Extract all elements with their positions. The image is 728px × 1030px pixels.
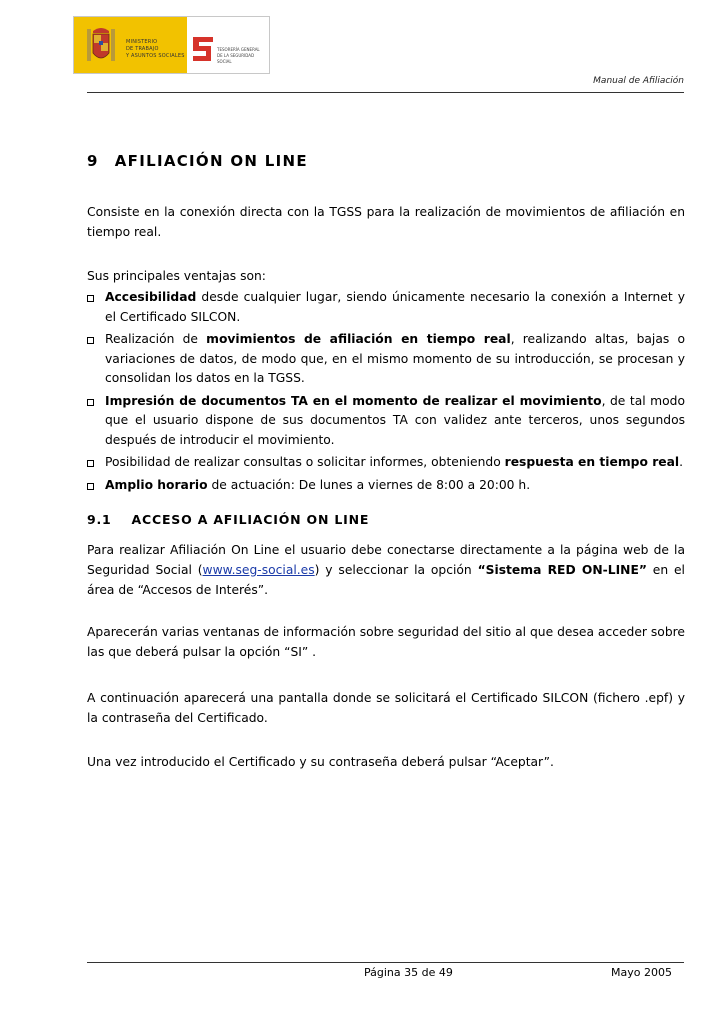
checkbox-bullet-icon	[87, 399, 94, 406]
coat-of-arms-icon	[84, 23, 118, 67]
list-item: Amplio horario de actuación: De lunes a viernes de 8:00 a 20:00 h.	[87, 476, 685, 496]
list-item: Realización de movimientos de afiliación en tiempo real, realizando altas, bajas o variaciones de datos, de modo que, en el mismo momento de su introducción, se procesan y consolidan los datos en la TGSS.	[87, 330, 685, 389]
seg-social-link[interactable]: www.seg-social.es	[202, 563, 315, 577]
checkbox-bullet-icon	[87, 460, 94, 467]
subsection-heading	[87, 512, 369, 527]
tgss-logo	[187, 17, 269, 73]
subsection-title: ACCESO A AFILIACIÓN ON LINE	[131, 512, 370, 527]
ministry-logo	[74, 17, 187, 73]
checkbox-bullet-icon	[87, 295, 94, 302]
document-title: Manual de Afiliación	[593, 76, 684, 86]
list-item: Posibilidad de realizar consultas o solicitar informes, obteniendo respuesta en tiempo real.	[87, 453, 685, 473]
checkbox-bullet-icon	[87, 483, 94, 490]
section-title: AFILIACIÓN ON LINE	[114, 152, 308, 170]
list-item: Impresión de documentos TA en el momento de realizar el movimiento, de tal modo que el usuario dispone de sus documentos TA con validez ante terceros, unos segundos después de introducir el movimiento.	[87, 392, 685, 451]
header-divider	[87, 92, 684, 93]
list-item: Accesibilidad desde cualquier lugar, siendo únicamente necesario la conexión a Internet y el Certificado SILCON.	[87, 288, 685, 327]
footer-date: Mayo 2005	[611, 966, 672, 979]
section-number: 9	[87, 152, 99, 170]
ministry-name: MINISTERIO DE TRABAJO Y ASUNTOS SOCIALES	[126, 39, 185, 59]
advantages-list	[87, 288, 685, 498]
certificate-paragraph: A continuación aparecerá una pantalla donde se solicitará el Certificado SILCON (fichero .epf) y la contraseña del Certificado.	[87, 691, 685, 725]
header-logo	[73, 16, 270, 74]
page-number: Página 35 de 49	[364, 966, 453, 979]
intro-paragraph: Consiste en la conexión directa con la TGSS para la realización de movimientos de afiliación en tiempo real.	[87, 205, 685, 239]
seguridad-social-logo-icon	[191, 35, 215, 61]
footer-divider	[87, 962, 684, 963]
windows-paragraph: Aparecerán varias ventanas de información sobre seguridad del sitio al que desea acceder sobre las que deberá pulsar la opción “SI” .	[87, 625, 685, 659]
tgss-name: TESORERÍA GENERAL DE LA SEGURIDAD SOCIAL	[217, 47, 260, 64]
section-heading	[87, 152, 308, 170]
accept-paragraph: Una vez introducido el Certificado y su contraseña deberá pulsar “Aceptar”.	[87, 755, 554, 769]
checkbox-bullet-icon	[87, 337, 94, 344]
subsection-number: 9.1	[87, 512, 112, 527]
access-paragraph: Para realizar Afiliación On Line el usuario debe conectarse directamente a la página web de la Seguridad Social (www.seg-social.es) y seleccionar la opción “Sistema RED ON-LINE” en el área de “Accesos de Interés”.	[87, 543, 685, 597]
advantages-heading: Sus principales ventajas son:	[87, 269, 266, 283]
